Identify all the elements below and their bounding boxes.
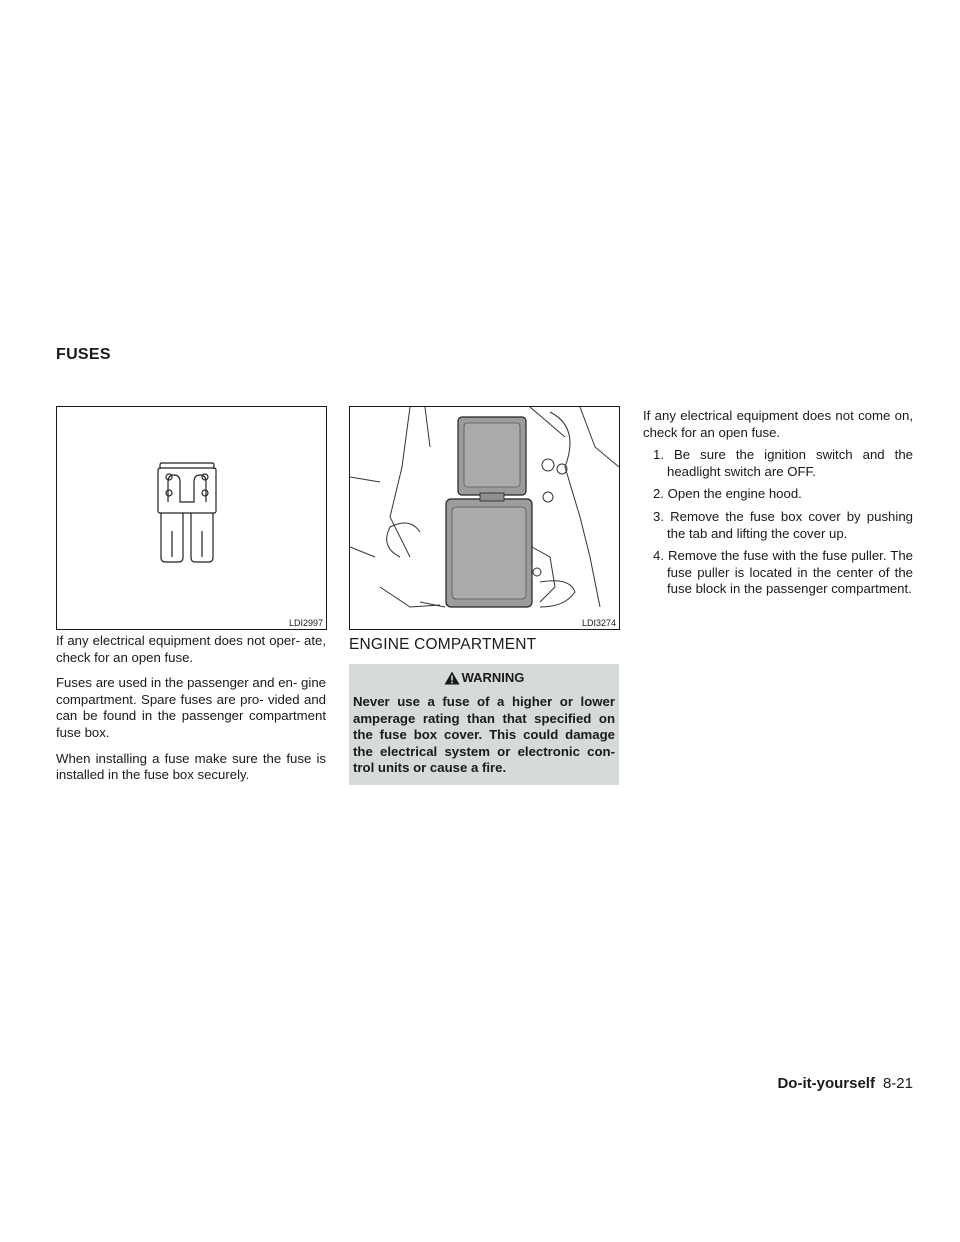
- paragraph: Fuses are used in the passenger and en- gine compartment. Spare fuses are pro- vided and can be found in the passenger compartment fuse box.: [56, 675, 326, 740]
- list-item: 4. Remove the fuse with the fuse puller. The fuse puller is located in the center of the fuse block in the passenger compartment.: [653, 548, 913, 597]
- page-number: 8-21: [882, 1075, 913, 1092]
- paragraph: If any electrical equipment does not oper- ate, check for an open fuse.: [56, 633, 326, 665]
- warning-title: WARNING: [461, 670, 525, 685]
- column-1-text: [56, 633, 326, 784]
- warning-text: Never use a fuse of a higher or lower amperage rating than that specified on the fuse box cover. This could damage the electrical system or electronic con- trol units or cause a fire.: [353, 694, 615, 776]
- figure-engine-fuse-box: [349, 406, 620, 630]
- list-item: 2. Open the engine hood.: [653, 486, 802, 502]
- section-title: FUSES: [56, 346, 111, 363]
- figure-fuse: [56, 406, 327, 630]
- section-heading: ENGINE COMPARTMENT: [349, 636, 537, 653]
- blade-fuse-illustration: [57, 407, 326, 629]
- warning-box: [349, 664, 619, 785]
- figure-label: LDI3274: [581, 618, 616, 628]
- column-3-text: [643, 408, 913, 604]
- chapter-title: Do-it-yourself: [777, 1075, 875, 1092]
- page-footer: [777, 1075, 913, 1092]
- engine-compartment-fuse-box-illustration: [350, 407, 619, 629]
- figure-label: LDI2997: [288, 618, 323, 628]
- list-item: 1. Be sure the ignition switch and the headlight switch are OFF.: [653, 447, 913, 479]
- intro-paragraph: If any electrical equipment does not come on, check for an open fuse.: [643, 408, 913, 440]
- procedure-list: [643, 447, 913, 598]
- paragraph: When installing a fuse make sure the fuse is installed in the fuse box securely.: [56, 750, 326, 783]
- warning-heading: [353, 670, 615, 685]
- warning-icon: [444, 671, 460, 685]
- list-item: 3. Remove the fuse box cover by pushing the tab and lifting the cover up.: [653, 508, 913, 541]
